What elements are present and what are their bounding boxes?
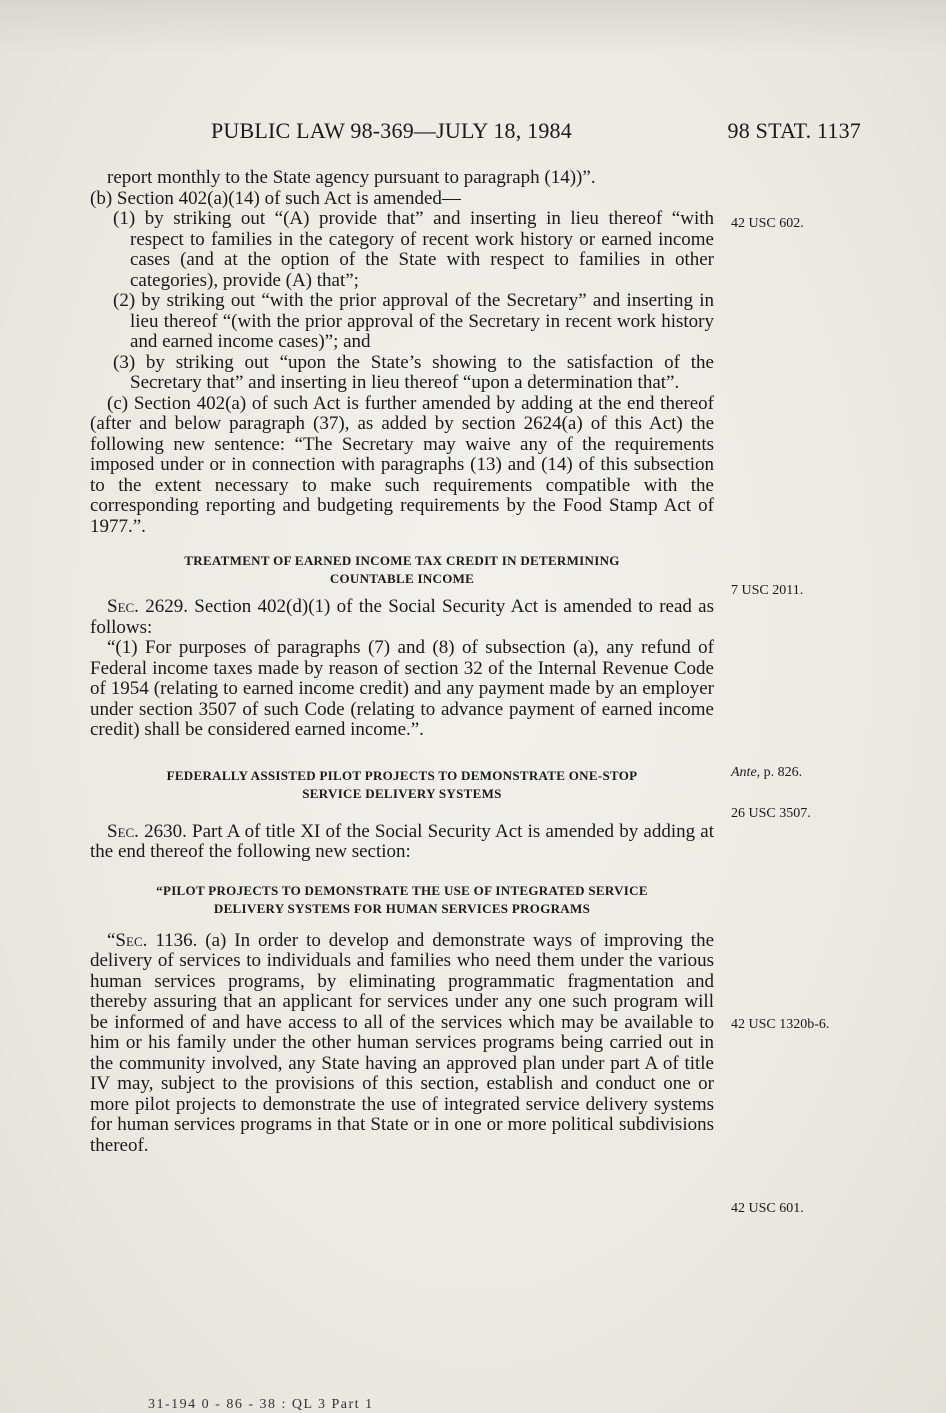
- header-stat-number: 98 STAT. 1137: [727, 118, 861, 143]
- paragraph-sec-2630-text: 2630. Part A of title XI of the Social Security Act is amended by adding at the end thereof the following new section:: [90, 820, 714, 862]
- section-heading-pilot-projects: [90, 767, 714, 803]
- section-heading-pilot-line2: SERVICE DELIVERY SYSTEMS: [302, 785, 502, 801]
- paragraph-quoted-1: “(1) For purposes of paragraphs (7) and (8) of subsection (a), any refund of Federal income taxes made by reason of section 32 of the Internal Revenue Code of 1954 (relating to earned income credit) and any payment made by an employer under section 3507 of such Code (relating to advance payment of earned income credit) shall be considered earned income.”.: [90, 637, 714, 740]
- paragraph-sec-1136: [90, 931, 714, 1157]
- sec-label: Sec.: [107, 596, 139, 617]
- paragraph-sec-1136-text: 1136. (a) In order to develop and demonstrate ways of improving the delivery of services to individuals and families who need them under the various human services programs, by eliminating programmatic fragmentation and thereby assuring that an applicant for services under any one such program will be informed of and have access to all of the services which may be available to him or his family under the other human services programs being carried out in the community involved, any State having an approved plan under part A of title IV may, subject to the provisions of this section, establish and conduct one or more pilot projects to demonstrate the use of integrated service delivery systems for human services programs in that State or in one or more political subdivisions thereof.: [90, 929, 715, 1156]
- page-header: [211, 118, 861, 150]
- paragraph-sec-2629: [90, 597, 714, 638]
- section-heading-eitc-line1: TREATMENT OF EARNED INCOME TAX CREDIT IN DETERMINING: [184, 553, 620, 568]
- section-heading-eitc-line2: COUNTABLE INCOME: [329, 571, 475, 586]
- paragraph-b-3: (3) by striking out “upon the State’s showing to the satisfaction of the Secretary that” and inserting in lieu thereof “upon a determination that”.: [113, 351, 714, 393]
- margin-note-ante-826: [731, 765, 802, 781]
- print-job-footer: 31-194 0 - 86 - 38 : QL 3 Part 1: [148, 1397, 374, 1412]
- paragraph-sec-2630: [90, 822, 714, 863]
- margin-note-42-usc-601: 42 USC 601.: [731, 1201, 804, 1216]
- section-heading-integrated-line2: DELIVERY SYSTEMS FOR HUMAN SERVICES PROGRAMS: [213, 900, 591, 916]
- margin-note-page: p. 826.: [760, 765, 803, 780]
- paragraph-c: (c) Section 402(a) of such Act is further amended by adding at the end thereof (after and below paragraph (37), as added by section 2624(a) of this Act) the following new sentence: “The Secretary may waive any of the requirements imposed under or in connection with paragraphs (13) and (14) of this subsection to the extent necessary to make such requirements compatible with the corresponding reporting and budgeting requirements by the Food Stamp Act of 1977.”.: [90, 392, 714, 537]
- page-top-edge: [0, 0, 946, 55]
- paragraph-b-2: (2) by striking out “with the prior approval of the Secretary” and inserting in lieu thereof “(with the prior approval of the Secretary in recent work history and earned income cases)”; and: [113, 290, 714, 352]
- sec-label: “Sec.: [107, 929, 148, 951]
- margin-note-26-usc-3507: 26 USC 3507.: [731, 806, 811, 821]
- section-heading-pilot-line1: FEDERALLY ASSISTED PILOT PROJECTS TO DEMONSTRATE ONE-STOP: [166, 767, 638, 783]
- paragraph-b-text: (b) Section 402(a)(14) of such Act is amended—: [90, 187, 461, 209]
- margin-note-42-usc-602: 42 USC 602.: [731, 216, 804, 231]
- paragraph-sec-2629-text: 2629. Section 402(d)(1) of the Social Security Act is amended to read as follows:: [90, 596, 714, 638]
- section-heading-eitc: [90, 552, 714, 588]
- paragraph-b: [90, 189, 714, 210]
- section-heading-integrated-service: [90, 882, 714, 918]
- margin-note-42-usc-1320b-6: 42 USC 1320b-6.: [731, 1017, 830, 1032]
- body-text: [90, 168, 714, 1156]
- paragraph-b-1: (1) by striking out “(A) provide that” and inserting in lieu thereof “with respect to families in the category of recent work history or earned income cases (and at the option of the State with respect to families in other categories), provide (A) that”;: [113, 208, 714, 291]
- paragraph-report-monthly: report monthly to the State agency pursuant to paragraph (14))”.: [107, 167, 596, 188]
- margin-note-ante: Ante,: [731, 765, 761, 780]
- sec-label: Sec.: [107, 820, 139, 842]
- margin-note-7-usc-2011: 7 USC 2011.: [731, 583, 804, 598]
- section-heading-integrated-line1: “PILOT PROJECTS TO DEMONSTRATE THE USE OF INTEGRATED SERVICE: [156, 882, 648, 898]
- header-public-law: PUBLIC LAW 98-369—JULY 18, 1984: [211, 118, 572, 143]
